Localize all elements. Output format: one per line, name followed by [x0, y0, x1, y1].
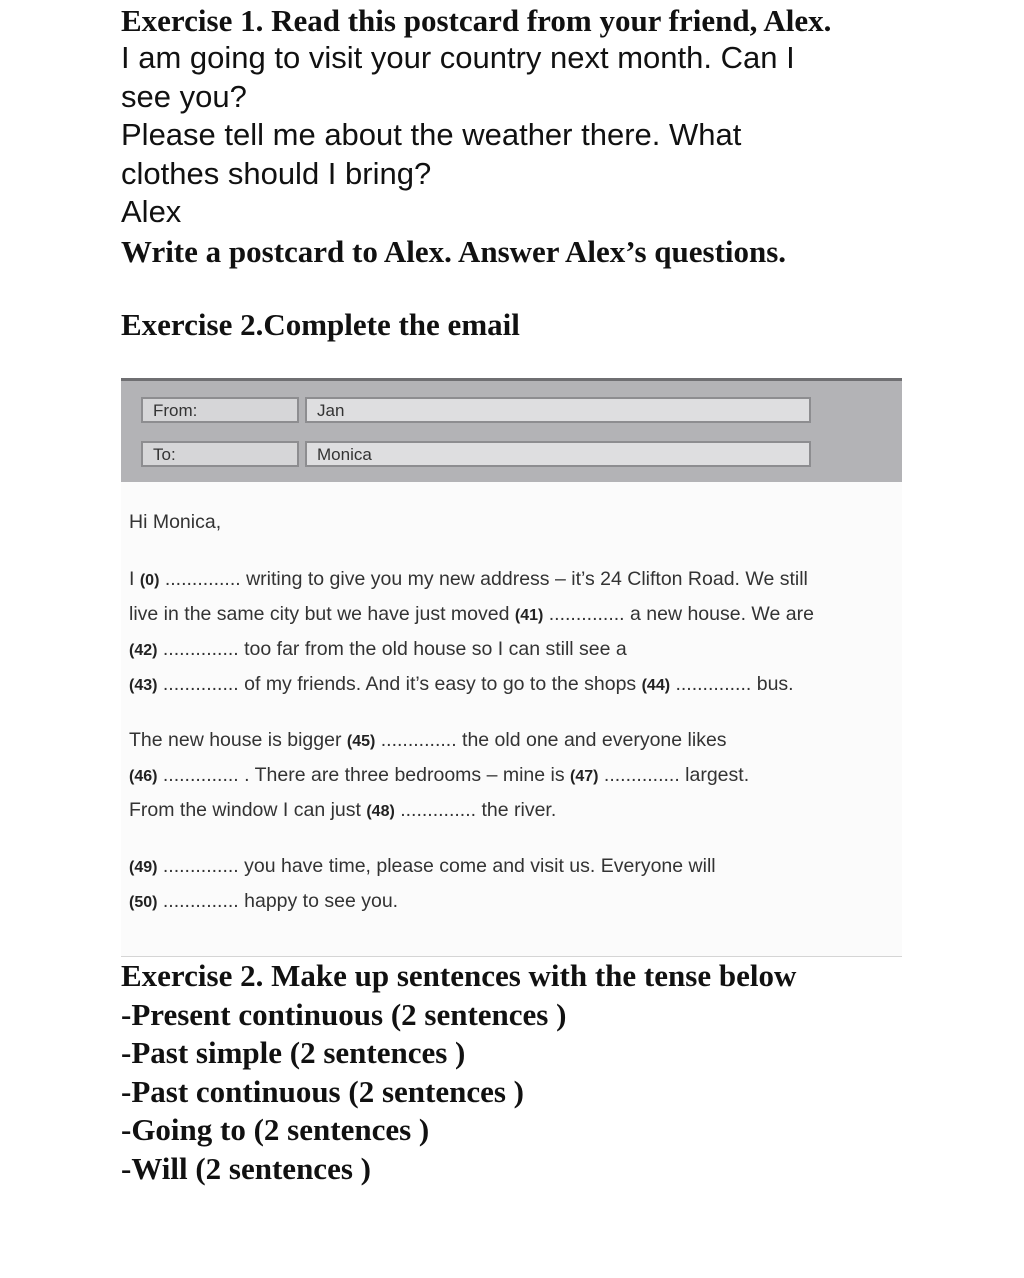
- tense-item: -Will (2 sentences ): [121, 1150, 371, 1186]
- gap-number: (46): [129, 768, 158, 785]
- postcard-text: [121, 39, 881, 232]
- email-line: The new house is bigger (45) .............. the old one and everyone likes: [129, 729, 727, 751]
- email-line: (42) .............. too far from the old house so I can still see a: [129, 638, 627, 660]
- tense-item: -Going to (2 sentences ): [121, 1112, 430, 1147]
- postcard-signature: Alex: [121, 194, 182, 229]
- gap-number: (49): [129, 859, 158, 876]
- email-line: (46) .............. . There are three bedrooms – mine is (47) .............. largest.: [129, 764, 750, 786]
- from-label: From:: [141, 397, 299, 423]
- gap-number: (48): [366, 803, 395, 820]
- exercise-3-block: [121, 957, 796, 1188]
- gap-number: (47): [570, 768, 599, 785]
- tense-item: -Present continuous (2 sentences ): [121, 996, 567, 1032]
- gap-number: (50): [129, 894, 158, 911]
- gap-number: (0): [139, 572, 160, 589]
- email-body: [121, 482, 902, 957]
- email-greeting: Hi Monica,: [129, 511, 222, 533]
- exercise-3-title: Exercise 2. Make up sentences with the tense below: [121, 958, 797, 993]
- email-line: (50) .............. happy to see you.: [129, 890, 399, 912]
- email-line: I (0) .............. writing to give you my new address – it’s 24 Clifton Road. We still: [129, 568, 808, 590]
- to-field: Monica: [305, 441, 811, 467]
- tense-item: -Past continuous (2 sentences ): [121, 1073, 524, 1109]
- gap-number: (44): [641, 677, 671, 694]
- gap-number: (45): [346, 733, 376, 750]
- email-line: live in the same city but we have just moved (41) .............. a new house. We are: [129, 603, 814, 625]
- postcard-line: Please tell me about the weather there. What: [121, 117, 742, 152]
- email-line: (49) .............. you have time, please come and visit us. Everyone will: [129, 855, 716, 877]
- email-line: From the window I can just (48) .............. the river.: [129, 799, 557, 821]
- postcard-line: I am going to visit your country next month. Can I: [121, 40, 795, 75]
- gap-number: (42): [129, 642, 158, 659]
- tense-item: -Past simple (2 sentences ): [121, 1035, 466, 1070]
- postcard-line: clothes should I bring?: [121, 155, 432, 191]
- exercise-2-title: Exercise 2.Complete the email: [121, 307, 520, 342]
- exercise-1-title: Exercise 1. Read this postcard from your friend, Alex.: [121, 3, 832, 38]
- exercise-1-instruction: Write a postcard to Alex. Answer Alex’s questions.: [121, 234, 787, 269]
- email-line: (43) .............. of my friends. And it’s easy to go to the shops (44) .............. bus.: [129, 673, 794, 695]
- email-header: [121, 378, 902, 482]
- from-field: Jan: [305, 397, 811, 423]
- to-label: To:: [141, 441, 299, 467]
- gap-number: (41): [514, 607, 544, 624]
- postcard-line: see you?: [121, 78, 247, 114]
- gap-number: (43): [129, 677, 158, 694]
